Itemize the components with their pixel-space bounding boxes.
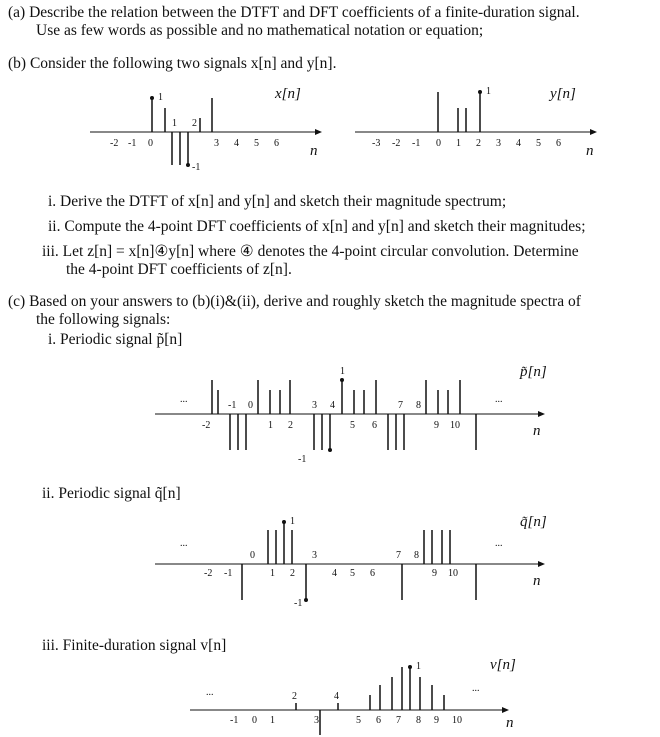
q-axis-arrow [538, 561, 545, 567]
x-annot-neg1: -1 [192, 162, 201, 173]
v-tick: 3 [314, 715, 319, 726]
p-tick: 5 [350, 420, 355, 431]
q-tick: 10 [448, 568, 458, 579]
x-tick: 4 [234, 138, 239, 149]
v-tick: 9 [434, 715, 439, 726]
x-axis-label: n [310, 143, 318, 159]
y-tick: -2 [392, 138, 401, 149]
y-ticks [372, 138, 561, 149]
y-annot-1: 1 [486, 86, 491, 97]
v-signal-plot [180, 655, 540, 737]
v-plot-label: v[n] [490, 657, 516, 673]
p-tick: 1 [268, 420, 273, 431]
x-tick: 1 [172, 118, 177, 129]
part-b-q3-line2: the 4-point DFT coefficients of z[n]. [66, 261, 292, 278]
v-tick: 1 [270, 715, 275, 726]
q-annot-1: 1 [290, 516, 295, 527]
y-tick: -1 [412, 138, 421, 149]
v-tick: 10 [452, 715, 462, 726]
v-annot-4: 4 [334, 691, 339, 702]
q-annot-neg1: -1 [294, 598, 303, 609]
p-tick: -1 [228, 400, 237, 411]
p-tick: 0 [248, 400, 253, 411]
p-stems [212, 378, 476, 452]
q-tick: 9 [432, 568, 437, 579]
x-tick: 6 [274, 138, 279, 149]
q-tick: 8 [414, 550, 419, 561]
v-ticks [230, 715, 462, 726]
x-annot-1: 1 [158, 92, 163, 103]
v-tick: 0 [252, 715, 257, 726]
y-tick: 0 [436, 138, 441, 149]
q-tick: 5 [350, 568, 355, 579]
v-tick: 6 [376, 715, 381, 726]
p-ellipsis-right: ... [495, 394, 503, 405]
v-annot-1: 1 [416, 661, 421, 672]
p-axis-arrow [538, 411, 545, 417]
v-axis-label: n [506, 715, 514, 731]
p-annot-neg1: -1 [298, 454, 307, 465]
v-tick: 7 [396, 715, 401, 726]
part-a-line2: Use as few words as possible and no mathematical notation or equation; [36, 22, 484, 39]
x-tick: -2 [110, 138, 119, 149]
y-tick: 1 [456, 138, 461, 149]
y-tick: 5 [536, 138, 541, 149]
x-tick: 3 [214, 138, 219, 149]
v-axis-arrow [502, 707, 509, 713]
y-tick: 2 [476, 138, 481, 149]
q-stems [242, 520, 476, 602]
v-ellipsis-left: ... [206, 687, 214, 698]
p-annot-1: 1 [340, 366, 345, 377]
v-tick: -1 [230, 715, 239, 726]
x-plot-label: x[n] [275, 86, 301, 102]
q-tick: 2 [290, 568, 295, 579]
q-ellipsis-right: ... [495, 538, 503, 549]
p-signal-plot [150, 350, 570, 470]
p-ellipsis-left: ... [180, 394, 188, 405]
y-axis-label: n [586, 143, 594, 159]
p-tick: 8 [416, 400, 421, 411]
p-tick: 10 [450, 420, 460, 431]
p-plot-label: p̃[n] [520, 364, 547, 380]
p-tick: 6 [372, 420, 377, 431]
p-tick: 3 [312, 400, 317, 411]
y-tick: 3 [496, 138, 501, 149]
part-b-q1: i. Derive the DTFT of x[n] and y[n] and sketch their magnitude spectrum; [48, 193, 507, 210]
x-tick: 2 [192, 118, 197, 129]
y-axis-arrow [590, 129, 597, 135]
y-tick: -3 [372, 138, 381, 149]
y-stems [438, 90, 482, 132]
x-tick: 0 [148, 138, 153, 149]
y-tick: 6 [556, 138, 561, 149]
q-signal-plot [150, 500, 570, 620]
v-annot-2: 2 [292, 691, 297, 702]
y-plot-label: y[n] [550, 86, 576, 102]
part-c-line1: (c) Based on your answers to (b)(i)&(ii), derive and roughly sketch the magnitude spectra of [8, 293, 581, 310]
part-b-q3-line1: iii. Let z[n] = x[n]④y[n] where ④ denotes the 4-point circular convolution. Determine [42, 243, 579, 260]
q-tick: 4 [332, 568, 337, 579]
y-tick: 4 [516, 138, 521, 149]
v-ellipsis-right: ... [472, 683, 480, 694]
q-tick: 7 [396, 550, 401, 561]
y-signal-plot [350, 80, 620, 180]
p-tick: 9 [434, 420, 439, 431]
x-axis-arrow [315, 129, 322, 135]
x-ticks [110, 118, 279, 149]
part-b-q2: ii. Compute the 4-point DFT coefficients of x[n] and y[n] and sketch their magnitudes; [48, 218, 586, 235]
q-ellipsis-left: ... [180, 538, 188, 549]
q-tick: -1 [224, 568, 233, 579]
x-signal-plot [80, 80, 330, 180]
part-c-s1: i. Periodic signal p̃[n] [48, 331, 183, 348]
p-ticks [202, 400, 460, 431]
x-tick: -1 [128, 138, 137, 149]
q-axis-label: n [533, 573, 541, 589]
part-a-line1: (a) Describe the relation between the DTFT and DFT coefficients of a finite-duration signal. [8, 4, 580, 21]
q-tick: 6 [370, 568, 375, 579]
q-plot-label: q̃[n] [520, 514, 547, 530]
p-tick: 7 [398, 400, 403, 411]
q-tick: 0 [250, 550, 255, 561]
x-tick: 5 [254, 138, 259, 149]
part-c-s2: ii. Periodic signal q̃[n] [42, 485, 181, 502]
part-b-intro: (b) Consider the following two signals x[n] and y[n]. [8, 55, 337, 72]
q-tick: 1 [270, 568, 275, 579]
v-tick: 5 [356, 715, 361, 726]
p-tick: 4 [330, 400, 335, 411]
p-tick: 2 [288, 420, 293, 431]
p-tick: -2 [202, 420, 211, 431]
q-tick: 3 [312, 550, 317, 561]
p-axis-label: n [533, 423, 541, 439]
part-c-line2: the following signals: [36, 311, 171, 328]
q-tick: -2 [204, 568, 213, 579]
part-c-s3: iii. Finite-duration signal v[n] [42, 637, 227, 654]
v-tick: 8 [416, 715, 421, 726]
